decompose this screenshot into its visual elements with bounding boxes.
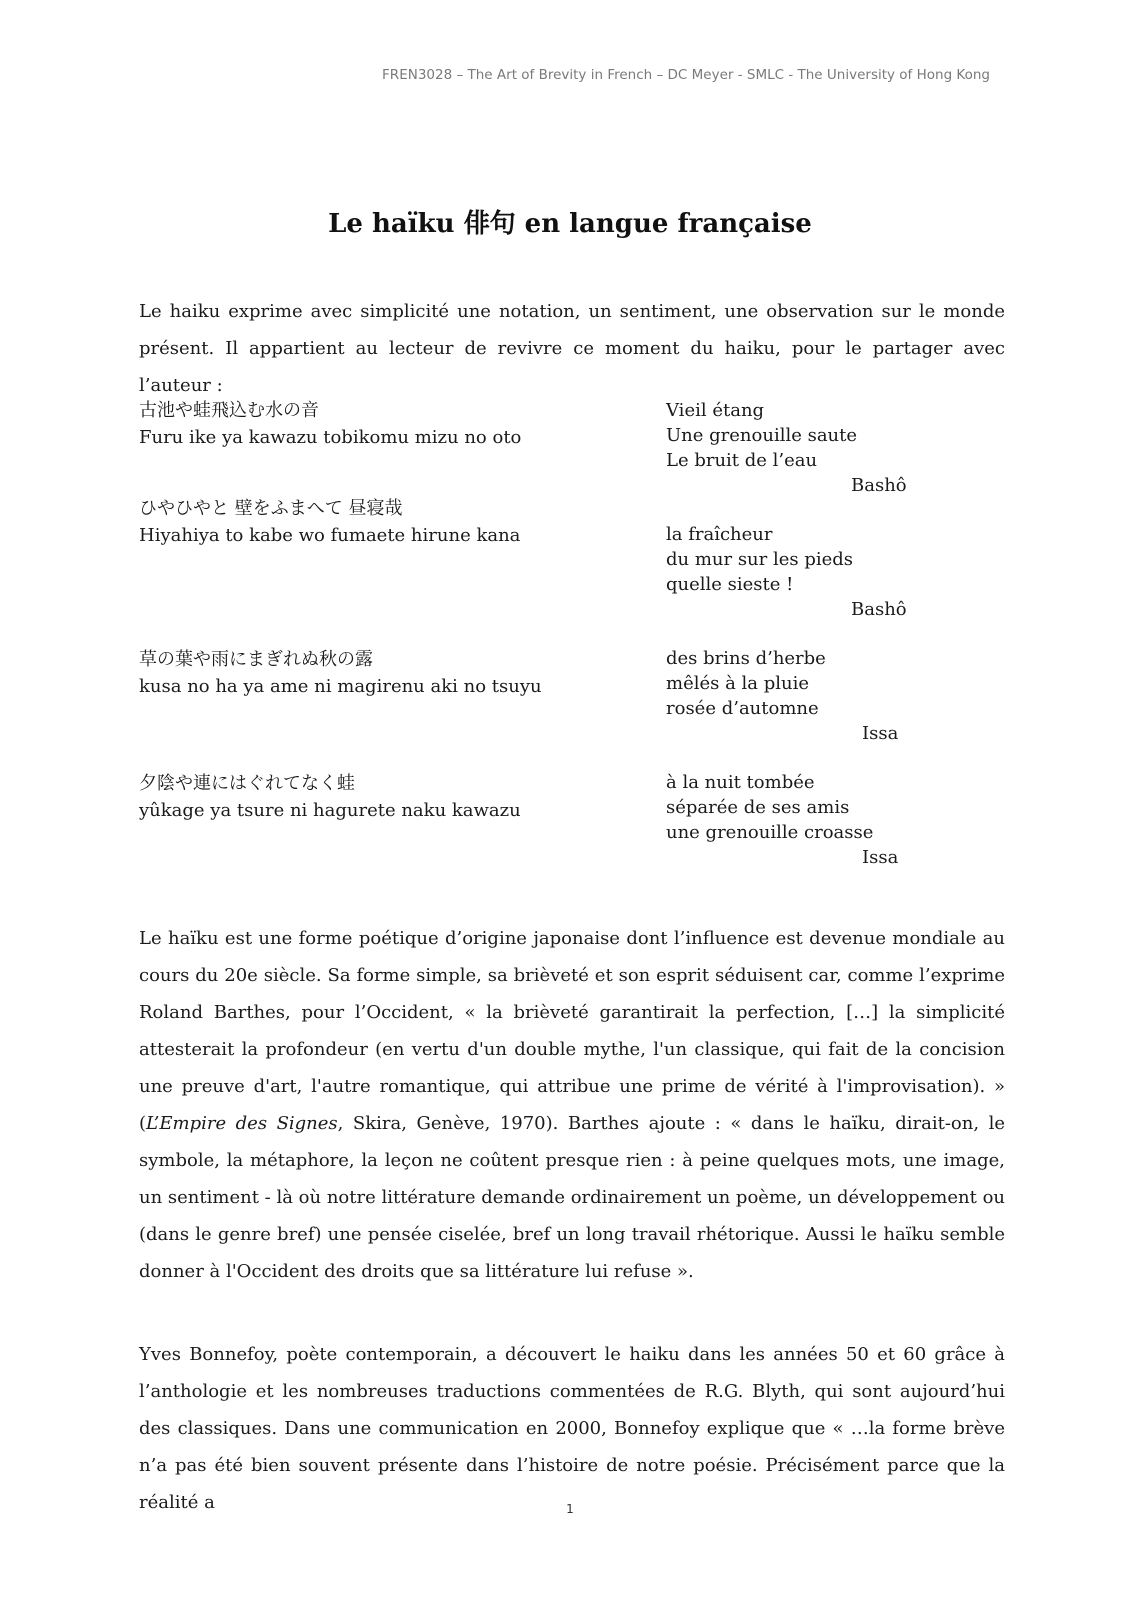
barthes-paragraph — [139, 920, 1005, 1290]
haiku-translation-3 — [666, 646, 966, 746]
haiku-japanese: ひやひやと 壁をふまへて 昼寝哉 — [139, 498, 403, 519]
haiku-line: séparée de ses amis — [666, 797, 850, 818]
haiku-romaji: yûkage ya tsure ni hagurete naku kawazu — [139, 800, 521, 821]
haiku-line: Vieil étang — [666, 400, 765, 421]
haiku-original-2 — [139, 495, 639, 549]
haiku-line: quelle sieste ! — [666, 574, 794, 595]
haiku-line: Le bruit de l’eau — [666, 450, 818, 471]
haiku-author: Bashô — [851, 599, 907, 620]
haiku-line: Une grenouille saute — [666, 425, 858, 446]
haiku-original-3 — [139, 646, 639, 700]
haiku-japanese: 草の葉や雨にまぎれぬ秋の露 — [139, 649, 373, 670]
paragraph-text: Le haïku est une forme poétique d’origine japonaise dont l’influence est devenue mondiale au cours du 20e siècle. Sa forme simple, sa brièveté et son esprit séduisent car, comme l’exprime Roland Barthes, pour l’Occident, « la brièveté garantirait la perfection, […] la simplicité attesterait la profondeur (en vertu d'un double mythe, l'un classique, qui fait de la concision une preuve d'art, l'autre romantique, qui attribue une prime de vérité à l'improvisation). » ( — [139, 928, 1005, 1134]
haiku-line: rosée d’automne — [666, 698, 819, 719]
page-title: Le haïku 俳句 en langue française — [328, 209, 812, 239]
haiku-line: une grenouille croasse — [666, 822, 874, 843]
haiku-author: Issa — [862, 847, 899, 868]
haiku-line: la fraîcheur — [666, 524, 773, 545]
haiku-translation-4 — [666, 770, 966, 870]
haiku-line: à la nuit tombée — [666, 772, 815, 793]
haiku-line: du mur sur les pieds — [666, 549, 854, 570]
intro-paragraph: Le haiku exprime avec simplicité une notation, un sentiment, une observation sur le monde présent. Il appartient au lecteur de revivre ce moment du haiku, pour le partager avec l’auteur : — [139, 301, 1005, 396]
haiku-romaji: Hiyahiya to kabe wo fumaete hirune kana — [139, 525, 521, 546]
haiku-original-4 — [139, 770, 639, 824]
haiku-japanese: 古池や蛙飛込む水の音 — [139, 400, 319, 421]
haiku-romaji: Furu ike ya kawazu tobikomu mizu no oto — [139, 427, 522, 448]
haiku-author: Issa — [862, 723, 899, 744]
haiku-original-1 — [139, 397, 639, 451]
page-header: FREN3028 – The Art of Brevity in French – DC Meyer - SMLC - The University of Hong Kong — [382, 67, 990, 83]
haiku-translation-1 — [666, 398, 966, 498]
page-number: 1 — [566, 1502, 574, 1516]
haiku-author: Bashô — [851, 475, 907, 496]
haiku-line: mêlés à la pluie — [666, 673, 810, 694]
haiku-japanese: 夕陰や連にはぐれてなく蛙 — [139, 773, 355, 794]
book-title: L’Empire des Signes — [146, 1113, 338, 1134]
bonnefoy-paragraph: Yves Bonnefoy, poète contemporain, a découvert le haiku dans les années 50 et 60 grâce à l’anthologie et les nombreuses traductions commentées de R.G. Blyth, qui sont aujourd’hui des classiques. Dans une communication en 2000, Bonnefoy explique que « …la forme brève n’a pas été bien souvent présente dans l’histoire de notre poésie. Précisément parce que la réalité a — [139, 1344, 1005, 1513]
haiku-romaji: kusa no ha ya ame ni magirenu aki no tsuyu — [139, 676, 542, 697]
haiku-line: des brins d’herbe — [666, 648, 826, 669]
haiku-translation-2 — [666, 522, 966, 622]
paragraph-text: , Skira, Genève, 1970). Barthes ajoute : « dans le haïku, dirait-on, le symbole, la métaphore, la leçon ne coûtent presque rien : à peine quelques mots, une image, un sentiment - là où notre littérature demande ordinairement un poème, un développement ou (dans le genre bref) une pensée ciselée, bref un long travail rhétorique. Aussi le haïku semble donner à l'Occident des droits que sa littérature lui refuse ». — [139, 1113, 1005, 1282]
